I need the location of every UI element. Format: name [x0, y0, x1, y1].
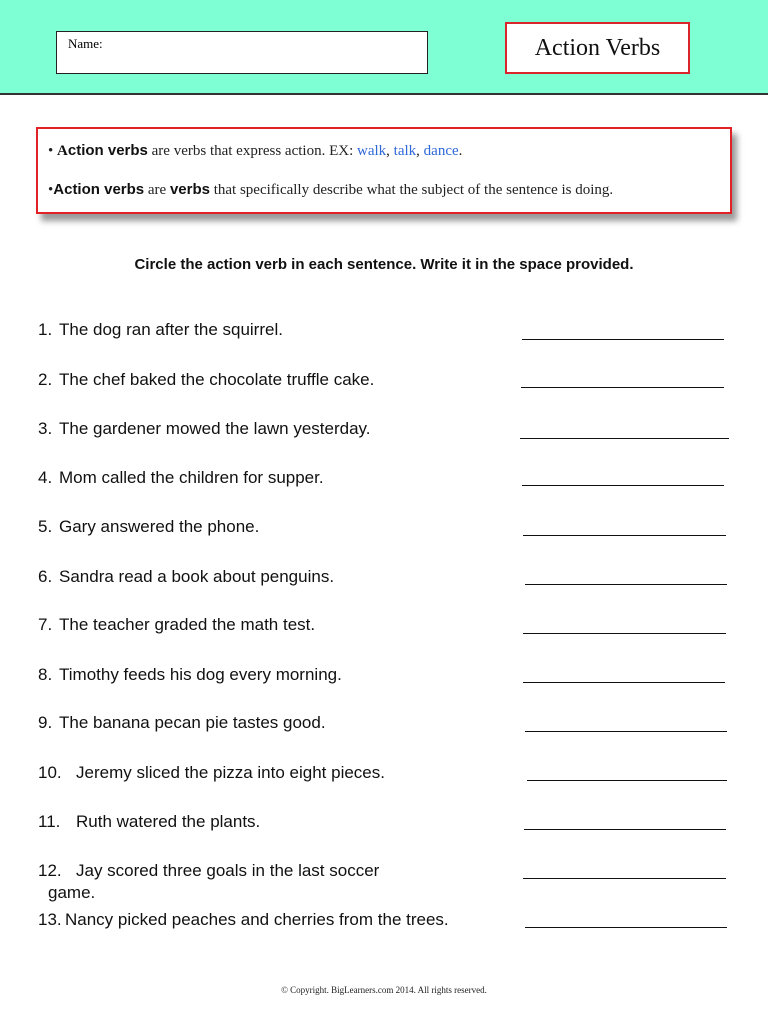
answer-line[interactable] [525, 584, 727, 585]
definition-text: that specifically describe what the subject of the sentence is doing. [213, 182, 614, 198]
exercise-item [38, 566, 334, 588]
sentence-text: Sandra read a book about penguins. [59, 567, 335, 586]
answer-line[interactable] [523, 535, 726, 536]
sentence-text: Nancy picked peaches and cherries from the trees. [65, 910, 449, 929]
answer-line[interactable] [525, 927, 727, 928]
item-number: 7. [38, 615, 53, 634]
term-action-verbs: ction verbs [67, 142, 148, 159]
sentence-text: The dog ran after the squirrel. [59, 320, 283, 339]
item-number: 12. [38, 861, 62, 880]
name-label: Name: [68, 36, 103, 51]
exercise-item [38, 319, 283, 341]
sentence-continuation: game. [48, 883, 96, 902]
exercise-item [38, 860, 379, 904]
answer-line[interactable] [525, 731, 727, 732]
exercise-item [38, 811, 260, 833]
answer-line[interactable] [522, 339, 724, 340]
exercise-item [38, 712, 326, 734]
answer-line[interactable] [523, 878, 726, 879]
item-number: 10. [38, 763, 62, 782]
definition-text: are verbs that express action. EX: [151, 143, 354, 159]
exercise-item [38, 664, 342, 686]
item-number: 5. [38, 517, 53, 536]
example-dance: dance [423, 143, 459, 159]
bullet: • [48, 182, 54, 198]
sentence-text: Gary answered the phone. [59, 517, 260, 536]
sentence-text: Jeremy sliced the pizza into eight pieces. [76, 763, 385, 782]
exercise-item [38, 909, 449, 931]
exercise-item [38, 418, 371, 440]
answer-line[interactable] [523, 633, 726, 634]
answer-line[interactable] [520, 438, 729, 439]
sentence-text: The banana pecan pie tastes good. [59, 713, 326, 732]
item-number: 13. [38, 910, 62, 929]
item-number: 2. [38, 370, 53, 389]
separator: , [386, 143, 390, 159]
name-field[interactable] [56, 31, 428, 74]
item-number: 9. [38, 713, 53, 732]
answer-line[interactable] [527, 780, 727, 781]
term-verbs: verbs [169, 181, 210, 198]
separator: , [416, 143, 420, 159]
answer-line[interactable] [524, 829, 726, 830]
item-number: 1. [38, 320, 53, 339]
worksheet-title: Action Verbs [505, 22, 690, 74]
item-number: 6. [38, 567, 53, 586]
header-banner [0, 0, 768, 95]
item-number: 4. [38, 468, 53, 487]
exercise-item [38, 614, 315, 636]
sentence-text: The chef baked the chocolate truffle cake. [59, 370, 375, 389]
item-number: 3. [38, 419, 53, 438]
definition-text: are [147, 182, 167, 198]
exercise-item [38, 369, 374, 391]
sentence-text: Mom called the children for supper. [59, 468, 324, 487]
term-action-verbs: Action verbs [53, 181, 145, 198]
definition-box [36, 127, 732, 214]
sentence-text: Timothy feeds his dog every morning. [59, 665, 342, 684]
exercise-item [38, 516, 259, 538]
sentence-text: The gardener mowed the lawn yesterday. [59, 419, 371, 438]
definition-line-2 [48, 181, 613, 199]
item-number: 8. [38, 665, 53, 684]
copyright-footer: © Copyright. BigLearners.com 2014. All rights reserved. [281, 985, 487, 995]
sentence-text: The teacher graded the math test. [59, 615, 316, 634]
instructions: Circle the action verb in each sentence. Write it in the space provided. [134, 256, 634, 273]
exercise-item [38, 762, 385, 784]
definition-line-1 [48, 142, 462, 160]
answer-line[interactable] [522, 485, 724, 486]
bullet: • [48, 143, 54, 159]
sentence-text: Ruth watered the plants. [76, 812, 261, 831]
example-walk: walk [356, 143, 387, 159]
item-number: 11. [38, 812, 61, 831]
answer-line[interactable] [521, 387, 724, 388]
sentence-text: Jay scored three goals in the last soccer [76, 861, 380, 880]
answer-line[interactable] [523, 682, 725, 683]
example-talk: talk [393, 143, 417, 159]
period: . [458, 143, 463, 159]
exercise-item [38, 467, 324, 489]
term-letter: A [57, 143, 68, 159]
